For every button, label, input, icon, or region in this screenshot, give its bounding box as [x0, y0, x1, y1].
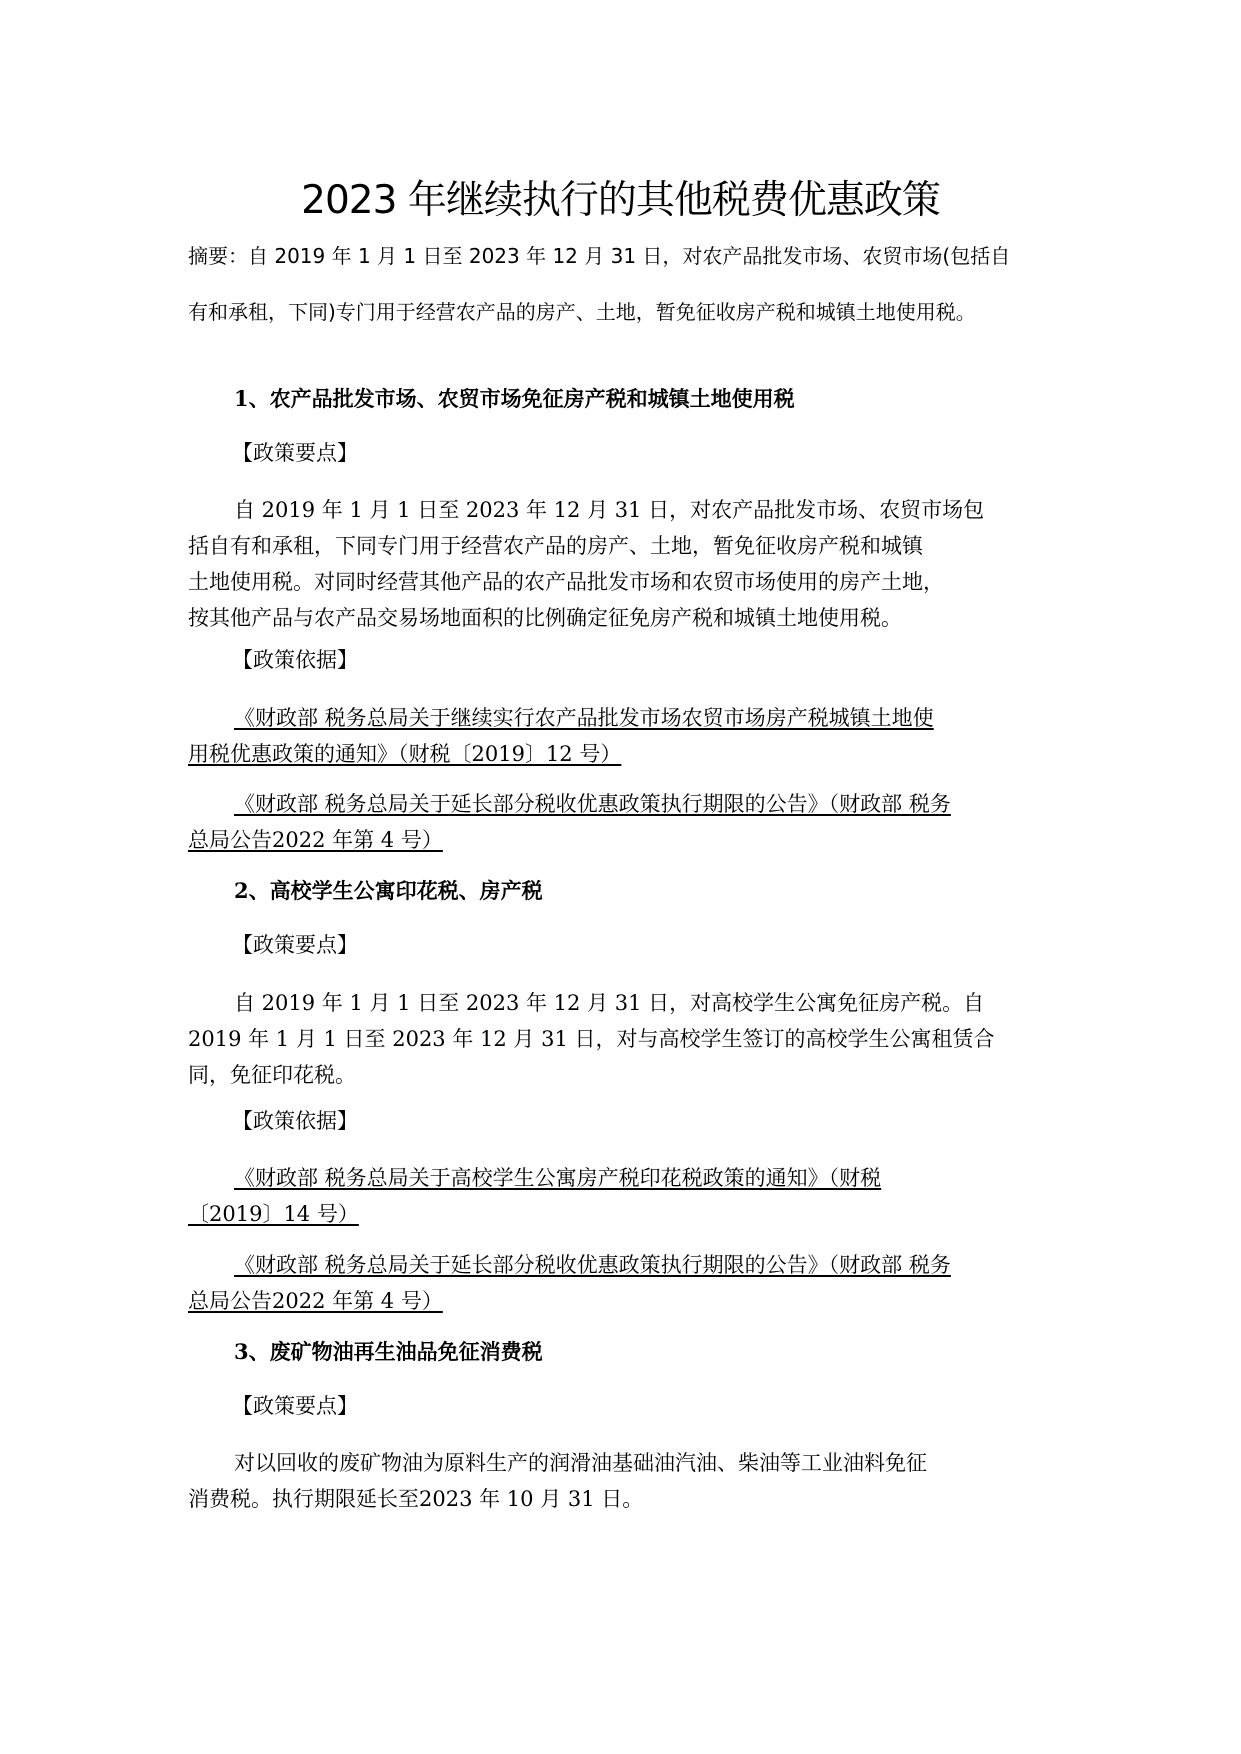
- policy-link-line[interactable]: 总局公告2022 年第 4 号）: [188, 1289, 443, 1313]
- section-2-points-line: 2019 年 1 月 1 日至 2023 年 12 月 31 日，对与高校学生签订的高校学生公寓租赁合: [188, 1027, 995, 1051]
- section-1-points: [188, 492, 1054, 636]
- summary-line-2: 有和承租，下同)专门用于经营农产品的房产、土地，暂免征收房产税和城镇土地使用税。: [188, 300, 976, 324]
- section-1-points-label: 【政策要点】: [232, 441, 358, 465]
- policy-link-line[interactable]: 《财政部 税务总局关于延长部分税收优惠政策执行期限的公告》（财政部 税务: [234, 1253, 951, 1277]
- section-1-points-line: 按其他产品与农产品交易场地面积的比例确定征免房产税和城镇土地使用税。: [188, 606, 902, 630]
- section-3-points-line: 对以回收的废矿物油为原料生产的润滑油基础油汽油、柴油等工业油料免征: [234, 1451, 927, 1475]
- section-2-points-label: 【政策要点】: [232, 933, 358, 957]
- section-3-points: [188, 1445, 1054, 1517]
- section-2-points-line: 自 2019 年 1 月 1 日至 2023 年 12 月 31 日，对高校学生公寓免征房产税。自: [234, 991, 985, 1015]
- policy-link-line[interactable]: 《财政部 税务总局关于继续实行农产品批发市场农贸市场房产税城镇土地使: [234, 706, 934, 730]
- section-2-basis-2[interactable]: [188, 1247, 1054, 1319]
- section-2-heading: 2、高校学生公寓印花税、房产税: [234, 878, 543, 903]
- section-3-points-line: 消费税。执行期限延长至2023 年 10 月 31 日。: [188, 1487, 644, 1511]
- section-3-heading: 3、废矿物油再生油品免征消费税: [234, 1339, 543, 1364]
- summary-line-1: 摘要：自 2019 年 1 月 1 日至 2023 年 12 月 31 日，对农产品批发市场、农贸市场(包括自: [188, 244, 1011, 268]
- section-3-points-label: 【政策要点】: [232, 1394, 358, 1418]
- section-2-basis-label: 【政策依据】: [232, 1109, 358, 1133]
- policy-link-line[interactable]: 《财政部 税务总局关于高校学生公寓房产税印花税政策的通知》（财税: [234, 1166, 882, 1190]
- policy-link-line[interactable]: 总局公告2022 年第 4 号）: [188, 828, 443, 852]
- section-1-points-line: 括自有和承租，下同专门用于经营农产品的房产、土地，暂免征收房产税和城镇: [188, 534, 923, 558]
- section-1-basis-label: 【政策依据】: [232, 648, 358, 672]
- section-1-basis-2[interactable]: [188, 786, 1054, 858]
- policy-link-line[interactable]: 《财政部 税务总局关于延长部分税收优惠政策执行期限的公告》（财政部 税务: [234, 792, 951, 816]
- section-2-points-line: 同，免征印花税。: [188, 1063, 356, 1087]
- section-1-points-line: 自 2019 年 1 月 1 日至 2023 年 12 月 31 日，对农产品批发市场、农贸市场包: [234, 498, 985, 522]
- section-1-basis-1[interactable]: [188, 700, 1054, 772]
- document-title: 2023 年继续执行的其他税费优惠政策: [301, 178, 940, 223]
- section-1-points-line: 土地使用税。对同时经营其他产品的农产品批发市场和农贸市场使用的房产土地，: [188, 570, 944, 594]
- section-2-basis-1[interactable]: [188, 1160, 1054, 1232]
- policy-link-line[interactable]: 〔2019〕14 号）: [188, 1202, 359, 1226]
- section-1-heading: 1、农产品批发市场、农贸市场免征房产税和城镇土地使用税: [234, 386, 795, 411]
- section-2-points: [188, 985, 1054, 1093]
- policy-link-line[interactable]: 用税优惠政策的通知》（财税〔2019〕12 号）: [188, 742, 622, 766]
